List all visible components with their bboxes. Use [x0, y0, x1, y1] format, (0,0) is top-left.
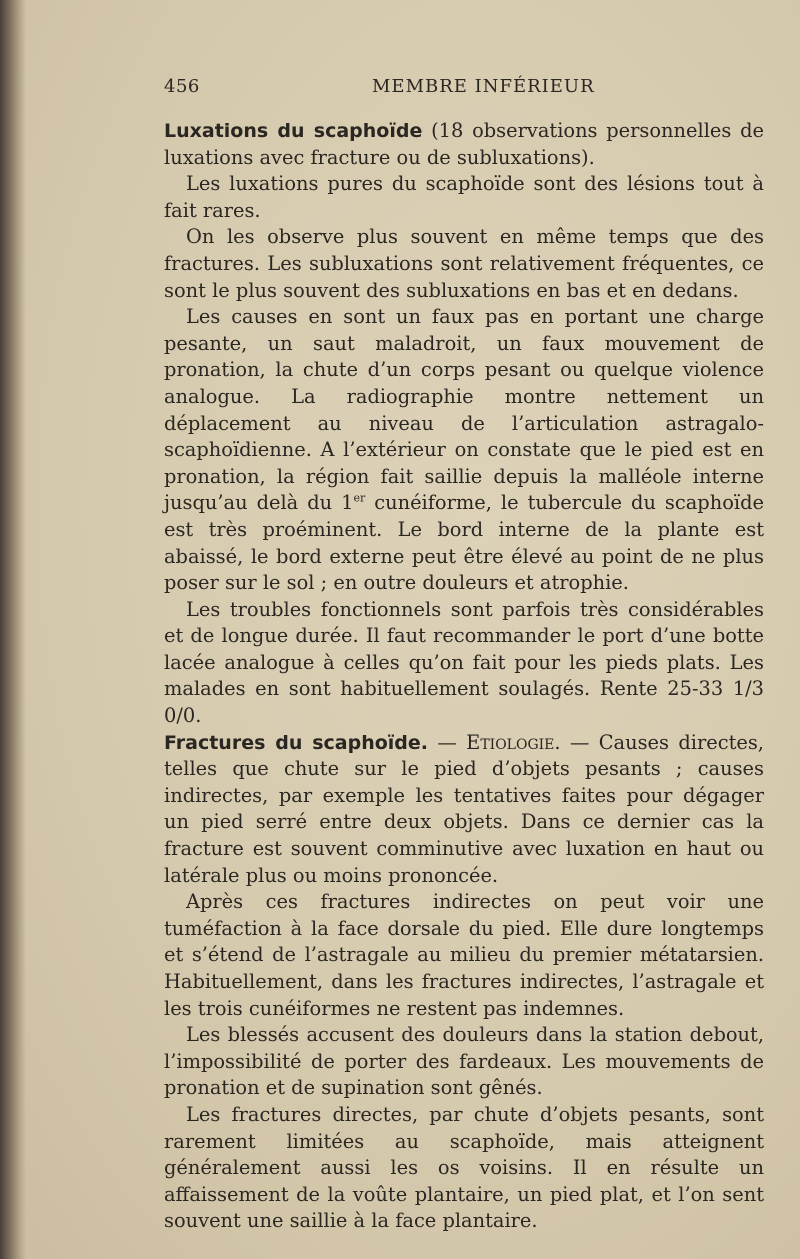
paragraph-text: — Causes directes, telles que chute sur le pied d’objets pesants ; causes indirectes, par exemple les tentatives faites pour dégager un pied serré entre deux objets. Dans ce dernier cas la fracture est souvent comminutive avec luxation en haut ou latérale plus ou moins prononcée.: [164, 730, 764, 887]
paragraph: Après ces fractures indirectes on peut voir une tuméfaction à la face dorsale du pied. Elle dure longtemps et s’étend de l’astragale au milieu du premier métatarsien. Habituellement, dans les fractures indirectes, l’astragale et les trois cunéiformes ne restent pas indemnes.: [164, 890, 764, 1020]
paragraph-text: Les causes en sont un faux pas en portant une charge pesante, un saut maladroit, un faux mouvement de pronation, la chute d’un corps pesant ou quelque violence analogue. La radiographie montre nettement un déplacement au niveau de l’articulation astragalo-scaphoïdienne. A l’extérieur on constate que le pied est en pronation, la région fait saillie depuis la malléole interne jusqu’au delà du 1: [164, 305, 764, 515]
paragraph: Les luxations pures du scaphoïde sont des lésions tout à fait rares.: [164, 172, 764, 222]
paragraph: [164, 118, 764, 171]
section-label: — Etiologie.: [437, 730, 561, 754]
paragraph-text: cunéiforme, le tubercule du scaphoïde est très proéminent. Le bord interne de la plante est abaissé, le bord externe peut être élevé au point de ne plus poser sur le sol ; en outre douleurs et atrophie.: [164, 491, 764, 595]
paragraph: On les observe plus souvent en même temps que des fractures. Les subluxations sont relativement fréquentes, ce sont le plus souvent des subluxations en bas et en dedans.: [164, 225, 764, 302]
paragraph-text: (18 observations personnelles de luxations avec fracture ou de subluxations).: [164, 119, 764, 169]
page-binding-shadow: [0, 0, 26, 1259]
paragraph: Les fractures directes, par chute d’objets pesants, sont rarement limitées au scaphoïde, mais atteignent généralement aussi les os voisins. Il en résulte un affaissement de la voûte plantaire, un pied plat, et l’on sent souvent une saillie à la face plantaire.: [164, 1102, 764, 1233]
page-header: [164, 76, 764, 106]
section-heading: Fractures du scaphoïde.: [164, 731, 428, 754]
paragraph: Les blessés accusent des douleurs dans la station debout, l’impossibilité de porter des fardeaux. Les mouvements de pronation et de supination sont gênés.: [164, 1023, 764, 1100]
paragraph: [164, 730, 764, 890]
superscript: er: [353, 491, 366, 505]
page-number: 456: [164, 76, 200, 97]
body-text: [164, 118, 764, 1235]
section-heading: Luxations du scaphoïde: [164, 120, 423, 142]
running-title: MEMBRE INFÉRIEUR: [372, 76, 595, 97]
paragraph: [164, 304, 764, 597]
paragraph: Les troubles fonctionnels sont parfois très considérables et de longue durée. Il faut recommander le port d’une botte lacée analogue à celles qu’on fait pour les pieds plats. Les malades en sont habituellement soulagés. Rente 25-33 1/3 0/0.: [164, 597, 764, 728]
